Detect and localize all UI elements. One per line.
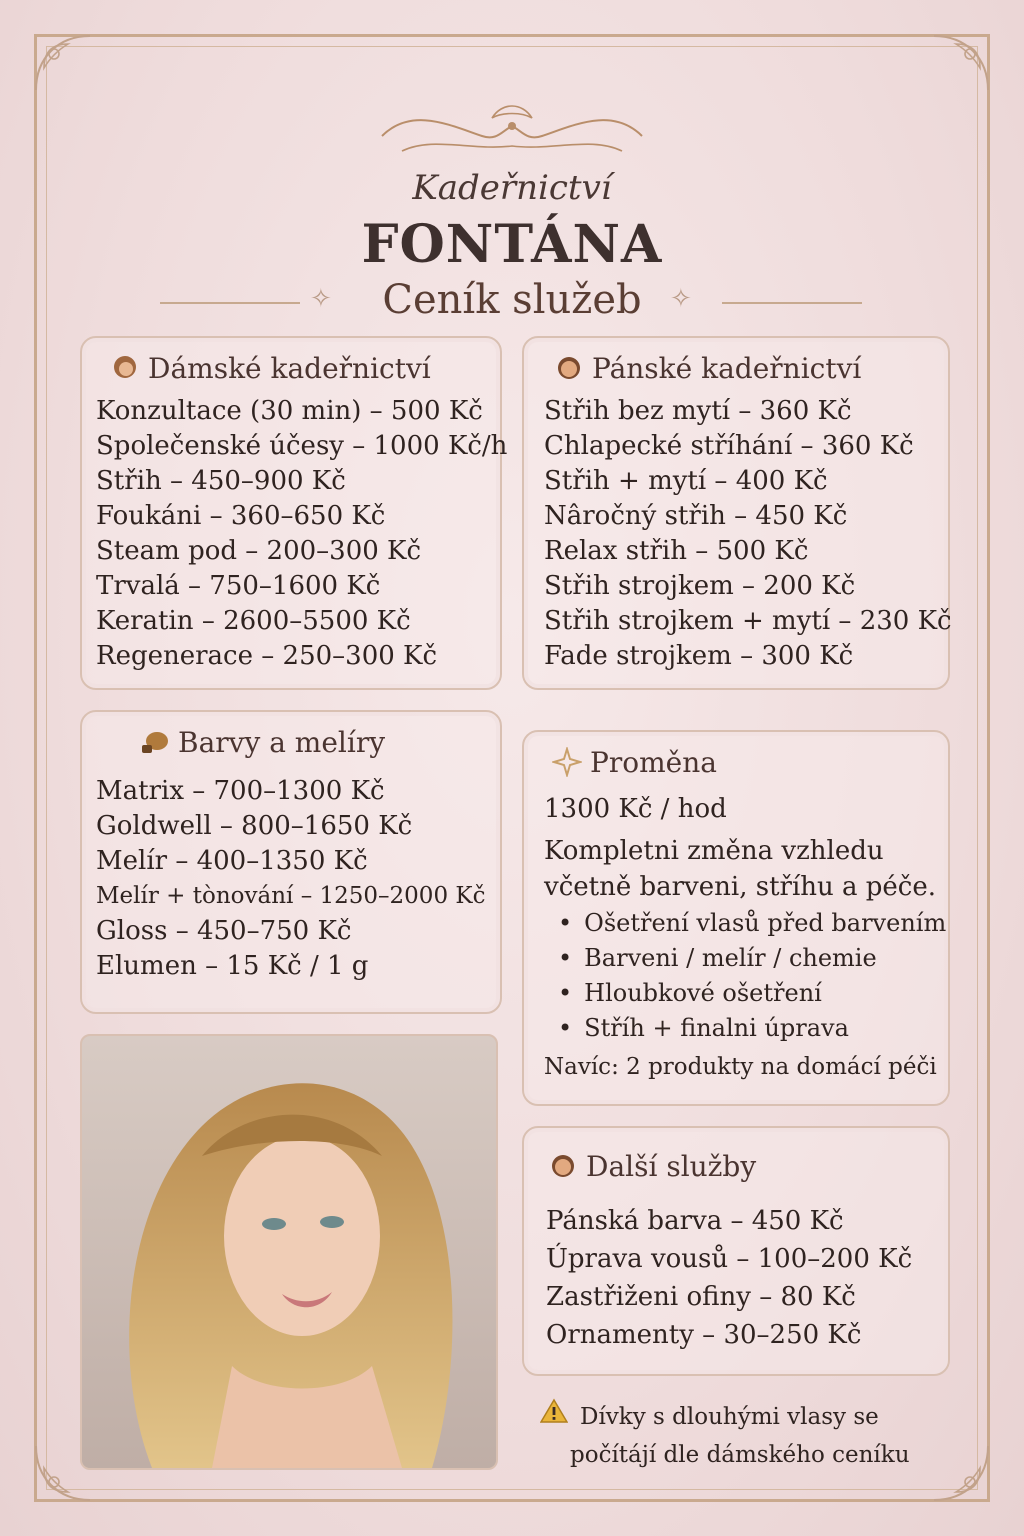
- salon-kicker: Kadeřnictví: [412, 168, 612, 208]
- list-item: • Hloubkové ošetření: [558, 976, 946, 1011]
- list-mens: [544, 394, 952, 674]
- card-makeover: [522, 730, 950, 1106]
- list-item: Keratin – 2600–5500 Kč: [96, 606, 411, 636]
- list-item: Trvalá – 750–1600 Kč: [96, 571, 381, 601]
- makeover-desc-line1: Kompletni změna vzhledu: [544, 836, 884, 866]
- card-colors: [80, 710, 502, 1014]
- sparkle-right-icon: ✧: [670, 284, 692, 314]
- list-item: Goldwell – 800–1650 Kč: [96, 811, 413, 841]
- man-face-icon: [554, 353, 584, 383]
- hair-dye-icon: [140, 727, 170, 757]
- list-item: Střih strojkem – 200 Kč: [544, 571, 856, 601]
- makeover-extra: Navíc: 2 produkty na domácí péči: [544, 1054, 937, 1080]
- list-item: Steam pod – 200–300 Kč: [96, 536, 422, 566]
- card-title-womens-text: Dámské kadeřnictví: [148, 352, 431, 385]
- page-title: Ceník služeb: [382, 277, 642, 323]
- man-face-icon: [548, 1151, 578, 1181]
- list-item: Melír + tònování – 1250–2000 Kč: [96, 883, 486, 909]
- list-item: Elumen – 15 Kč / 1 g: [96, 951, 369, 981]
- list-item: Střih bez mytí – 360 Kč: [544, 396, 852, 426]
- list-item: Melír – 400–1350 Kč: [96, 846, 368, 876]
- list-item: Střih – 450–900 Kč: [96, 466, 346, 496]
- card-title-other-text: Další služby: [586, 1150, 757, 1183]
- woman-face-icon: [110, 353, 140, 383]
- corner-ornament-bottom-right-icon: [926, 1438, 996, 1508]
- card-title-makeover: [552, 746, 717, 779]
- note-line2: počítájí dle dámského ceníku: [570, 1442, 910, 1468]
- list-item: Nâročný střih – 450 Kč: [544, 501, 848, 531]
- list-item: Ornamenty – 30–250 Kč: [546, 1320, 862, 1350]
- card-title-mens-text: Pánské kadeřnictví: [592, 352, 862, 385]
- list-other: [546, 1202, 912, 1354]
- long-hair-note: [540, 1398, 910, 1474]
- card-title-makeover-text: Proměna: [590, 746, 717, 779]
- model-photo: [80, 1034, 498, 1470]
- list-womens: [96, 394, 507, 674]
- header: [0, 0, 1024, 340]
- card-title-other: [548, 1150, 756, 1183]
- list-item: • Ošetření vlasů před barvením: [558, 906, 946, 941]
- model-portrait-icon: [82, 1036, 496, 1468]
- list-item: Konzultace (30 min) – 500 Kč: [96, 396, 483, 426]
- note-line1-text: Dívky s dlouhými vlasy se: [580, 1404, 879, 1430]
- list-item: Úprava vousů – 100–200 Kč: [546, 1244, 913, 1274]
- list-item: Pánská barva – 450 Kč: [546, 1206, 844, 1236]
- makeover-bullets: [558, 906, 946, 1046]
- list-item: Foukáni – 360–650 Kč: [96, 501, 386, 531]
- card-title-colors-text: Barvy a melíry: [178, 726, 386, 759]
- warning-icon: [540, 1398, 570, 1436]
- list-item: • Barveni / melír / chemie: [558, 941, 946, 976]
- list-item: Gloss – 450–750 Kč: [96, 916, 352, 946]
- card-title-womens: [110, 352, 431, 385]
- list-item: Zastřiženi ofiny – 80 Kč: [546, 1282, 856, 1312]
- list-item: Střih + mytí – 400 Kč: [544, 466, 828, 496]
- list-item: Chlapecké stříhání – 360 Kč: [544, 431, 914, 461]
- flourish-ornament-icon: [372, 96, 652, 166]
- list-colors: [96, 774, 485, 984]
- list-item: Střih strojkem + mytí – 230 Kč: [544, 606, 952, 636]
- list-item: Společenské účesy – 1000 Kč/h: [96, 431, 508, 461]
- note-line1: [540, 1398, 910, 1436]
- list-item: Regenerace – 250–300 Kč: [96, 641, 438, 671]
- list-item: • Stříh + finalni úprava: [558, 1011, 946, 1046]
- sparkle-diamond-icon: [552, 747, 582, 777]
- card-womens: [80, 336, 508, 690]
- list-item: Fade strojkem – 300 Kč: [544, 641, 854, 671]
- sparkle-left-icon: ✧: [310, 284, 332, 314]
- makeover-desc-line2: včetně barveni, stříhu a péče.: [544, 872, 937, 902]
- list-item: Matrix – 700–1300 Kč: [96, 776, 385, 806]
- card-other: [522, 1126, 950, 1376]
- salon-name: FONTÁNA: [361, 214, 663, 275]
- card-mens: [522, 336, 950, 690]
- card-title-colors: [140, 726, 385, 759]
- list-item: Relax střih – 500 Kč: [544, 536, 809, 566]
- card-title-mens: [554, 352, 861, 385]
- makeover-price: 1300 Kč / hod: [544, 794, 727, 824]
